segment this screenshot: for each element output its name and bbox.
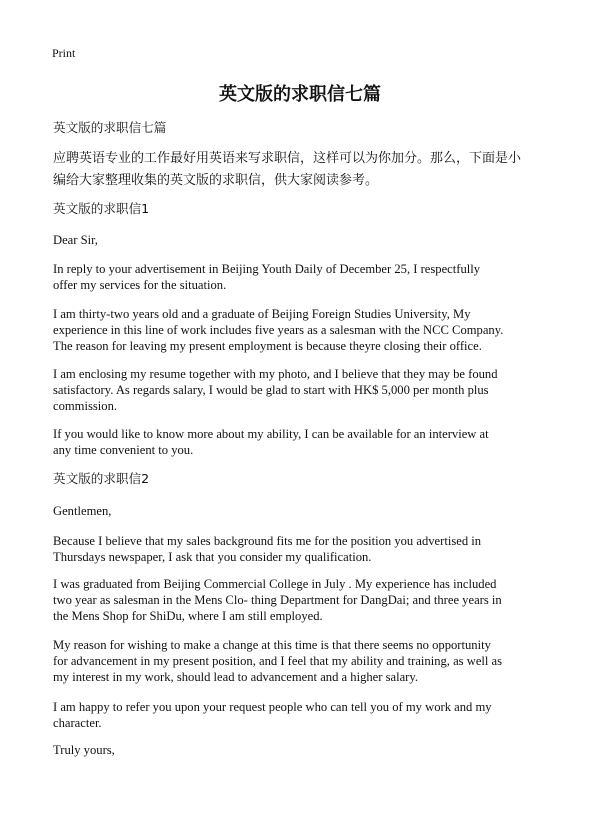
letter2-closing: Truly yours,	[53, 743, 115, 757]
letter2-paragraph-3: My reason for wishing to make a change at this time is that there seems no opportunity for advancement in my present position, and I feel that my ability and training, as well as my interest in my work, should lead to advancement and a higher salary.	[53, 638, 503, 684]
intro-paragraph: 应聘英语专业的工作最好用英语来写求职信，这样可以为你加分。那么，下面是小 编给大家整理收集的英文版的求职信，供大家阅读参考。	[53, 151, 522, 188]
page-title: 英文版的求职信七篇	[219, 84, 381, 105]
letter1-paragraph-3: I am enclosing my resume together with my photo, and I believe that they may be found satisfactory. As regards salary, I would be glad to start with HK$ 5,000 per month plus commission.	[53, 367, 498, 413]
letter1-salutation: Dear Sir,	[53, 233, 98, 247]
print-link[interactable]: Print	[52, 46, 76, 60]
document-subtitle: 英文版的求职信七篇	[53, 120, 167, 135]
letter1-heading: 英文版的求职信1	[53, 201, 150, 216]
letter2-paragraph-2: I was graduated from Beijing Commercial College in July . My experience has included two year as salesman in the Mens Clo- thing Department for DangDai; and three years in the Mens Shop for ShiDu, where I am still employed.	[53, 577, 502, 623]
letter1-paragraph-2: I am thirty-two years old and a graduate of Beijing Foreign Studies University, My experience in this line of work includes five years as a salesman with the NCC Company. The reason for leaving my present employment is because theyre closing their office.	[53, 307, 504, 353]
letter1-paragraph-4: If you would like to know more about my ability, I can be available for an interview at any time convenient to you.	[53, 427, 489, 457]
letter2-paragraph-1: Because I believe that my sales background fits me for the position you advertised in Thursdays newspaper, I ask that you consider my qualification.	[53, 534, 482, 564]
letter2-salutation: Gentlemen,	[53, 504, 112, 518]
letter2-heading: 英文版的求职信2	[53, 471, 150, 486]
letter2-paragraph-4: I am happy to refer you upon your request people who can tell you of my work and my character.	[53, 700, 492, 730]
letter1-paragraph-1: In reply to your advertisement in Beijing Youth Daily of December 25, I respectfully offer my services for the situation.	[53, 262, 481, 292]
